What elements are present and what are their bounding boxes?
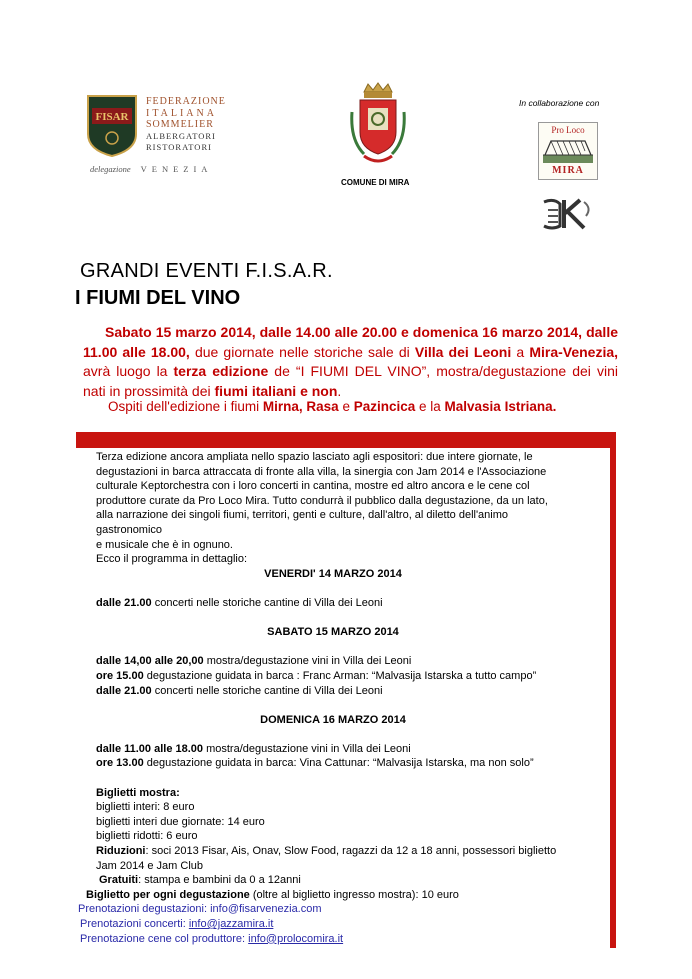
comune-label: COMUNE DI MIRA xyxy=(341,178,410,187)
guests-line xyxy=(108,399,556,414)
intro-venue: Villa dei Leoni xyxy=(414,343,512,360)
item-time: dalle 14,00 alle 20,00 xyxy=(96,655,204,668)
program-body xyxy=(78,450,570,946)
collab-label: In collaborazione con xyxy=(519,98,600,108)
item-text: concerti nelle storiche cantine di Villa dei Leoni xyxy=(151,684,383,697)
domenica-item xyxy=(96,742,570,757)
booking-cene xyxy=(80,932,570,947)
fisar-logo-mark: FISAR xyxy=(95,111,129,123)
item-text: concerti nelle storiche cantine di Villa dei Leoni xyxy=(151,596,383,609)
booking-cene-label: Prenotazione cene col produttore: xyxy=(80,932,249,945)
degustazione-price-line xyxy=(86,888,570,903)
riduzioni-label: Riduzioni xyxy=(96,845,146,858)
intro-dates: Sabato 15 marzo 2014, dalle 14.00 alle 20.00 e domenica 16 marzo 2014, dalle 11.00 alle 18.00, xyxy=(83,324,618,360)
red-side-band xyxy=(610,432,616,948)
event-title: I FIUMI DEL VINO xyxy=(75,287,241,309)
para-line: produttore curate da Pro Loco Mira. Tutto condurrà il pubblico dalla degustazione, da un lato, xyxy=(96,494,548,507)
sabato-item xyxy=(96,669,570,684)
intro-paragraph xyxy=(83,323,618,401)
sabato-item xyxy=(96,684,570,699)
guests-rivers-1: Mirna, Rasa xyxy=(262,399,339,414)
fisar-line3: SOMMELIER xyxy=(146,119,214,130)
booking-concerti xyxy=(80,917,570,932)
item-time: ore 15.00 xyxy=(96,669,144,682)
fisar-delegazione: delegazione xyxy=(90,164,131,174)
booking-cene-link[interactable]: info@prolocomira.it xyxy=(248,932,344,945)
intro-edition: terza edizione xyxy=(173,363,269,379)
intro-rivers: fiumi italiani e non xyxy=(214,382,338,399)
booking-concerti-link[interactable]: info@jazzamira.it xyxy=(188,918,274,930)
fisar-line1: FEDERAZIONE xyxy=(146,96,226,107)
venerdi-heading: VENERDI' 14 MARZO 2014 xyxy=(264,567,402,580)
para-line: culturale Keptorchestra con i loro concerti in cantina, mostre ed altro ancora e le cene col xyxy=(96,480,530,493)
tickets-heading xyxy=(96,786,570,801)
venerdi-item xyxy=(96,596,570,611)
fisar-logo-icon xyxy=(86,94,138,158)
event-series-title: GRANDI EVENTI F.I.S.A.R. xyxy=(80,260,333,282)
tickets-heading-text: Biglietti mostra: xyxy=(96,786,180,799)
proloco-top: Pro Loco xyxy=(551,125,585,135)
ticket-line: biglietti interi due giornate: 14 euro xyxy=(96,815,265,828)
item-text: degustazione guidata in barca : Franc Arman: “Malvasija Istarska a tutto campo” xyxy=(143,669,537,682)
guests-text-1: Ospiti dell'edizione i fiumi xyxy=(108,399,263,414)
riduzioni-line-2: Jam 2014 e Jam Club xyxy=(96,859,203,872)
para-line: alla narrazione dei singoli fiumi, territori, genti e culture, dall'altro, al diletto dell'animo gastronomico xyxy=(96,509,509,536)
item-time: dalle 21.00 xyxy=(96,684,152,697)
item-text: degustazione guidata in barca: Vina Cattunar: “Malvasija Istarska, ma non solo” xyxy=(143,757,534,770)
domenica-heading: DOMENICA 16 MARZO 2014 xyxy=(260,713,406,726)
fisar-name xyxy=(146,96,226,154)
item-time: dalle 11.00 alle 18.00 xyxy=(96,742,204,755)
fisar-citta: VENEZIA xyxy=(140,164,213,174)
item-time: ore 13.00 xyxy=(96,757,144,770)
intro-text-2: a xyxy=(511,343,530,360)
red-band xyxy=(76,432,616,448)
intro-text-4: de “I FIUMI DEL VINO”, mostra/degustazione dei vini nati in prossimità dei xyxy=(83,363,618,399)
intro-place: Mira-Venezia, xyxy=(529,343,619,360)
item-time: dalle 21.00 xyxy=(96,596,152,609)
proloco-logo xyxy=(538,122,598,180)
para-line: Ecco il programma in dettaglio: xyxy=(96,553,248,566)
proloco-bottom: MIRA xyxy=(552,165,584,176)
guests-malvasia: Malvasia Istriana. xyxy=(444,399,557,414)
gratuiti-line xyxy=(96,873,570,888)
fisar-line2: ITALIANA xyxy=(146,107,217,119)
fisar-line5: RISTORATORI xyxy=(146,142,212,152)
fisar-line4: ALBERGATORI xyxy=(146,130,216,141)
para-line: Terza edizione ancora ampliata nello spazio lasciato agli espositori: due intere giornate, le xyxy=(96,451,533,463)
booking-concerti-label: Prenotazioni concerti: xyxy=(80,918,189,930)
ticket-line: biglietti ridotti: 6 euro xyxy=(96,830,198,843)
intro-text-3: avrà luogo la xyxy=(83,363,174,379)
domenica-item xyxy=(96,756,570,771)
guests-text-3: e la xyxy=(415,399,445,414)
para-line: e musicale che è in ognuno. xyxy=(96,538,233,551)
fisar-delegation xyxy=(90,164,212,174)
gratuiti-label: Gratuiti xyxy=(99,874,139,887)
jazz-logo-icon xyxy=(540,196,594,232)
para-line: degustazioni in barca attraccata di fronte alla villa, la sinergia con Jam 2014 e l'Associazione xyxy=(96,465,547,478)
guests-rivers-2: Pazincica xyxy=(353,399,416,414)
booking-degustazioni: Prenotazioni degustazioni: info@fisarvenezia.com xyxy=(78,903,322,916)
riduzioni-line xyxy=(96,844,570,859)
intro-text-1: due giornate nelle storiche sale di xyxy=(189,343,415,360)
sabato-heading: SABATO 15 MARZO 2014 xyxy=(267,626,399,639)
riduzioni-text: : soci 2013 Fisar, Ais, Onav, Slow Food, ragazzi da 12 a 18 anni, possessori biglietto xyxy=(145,845,557,858)
degustazione-label: Biglietto per ogni degustazione xyxy=(86,888,250,901)
sabato-item xyxy=(96,654,570,669)
item-text: mostra/degustazione vini in Villa dei Leoni xyxy=(203,742,411,755)
degustazione-text: (oltre al biglietto ingresso mostra): 10 euro xyxy=(249,888,459,901)
guests-text-2: e xyxy=(338,399,354,414)
intro-text-5: . xyxy=(337,382,342,399)
item-text: mostra/degustazione vini in Villa dei Leoni xyxy=(203,655,412,668)
gratuiti-text: : stampa e bambini da 0 a 12anni xyxy=(138,874,301,887)
comune-crest-icon xyxy=(346,82,410,168)
bridge-icon xyxy=(543,137,593,163)
ticket-line: biglietti interi: 8 euro xyxy=(96,801,195,814)
